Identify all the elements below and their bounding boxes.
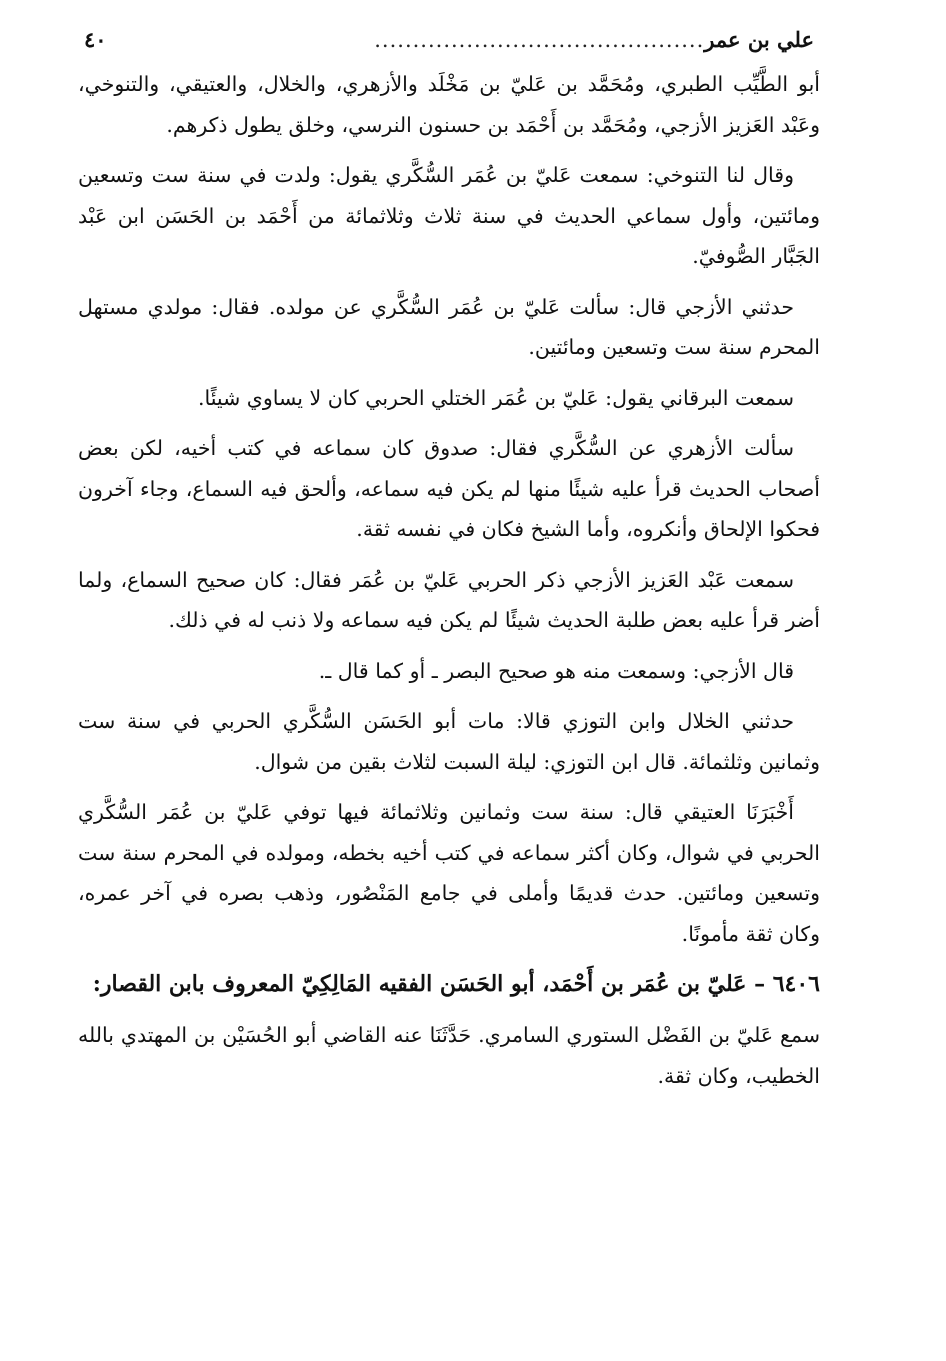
book-page: [78, 24, 820, 1106]
paragraph-narrators: أبو الطَّيِّب الطبري، ومُحَمَّد بن عَليّ بن مَخْلَد والأزهري، والخلال، والعتيقي، والتنوخي، وعَبْد العَزيز الأزجي، ومُحَمَّد بن أَحْمَد بن حسنون النرسي، وخلق يطول ذكرهم.: [78, 72, 820, 137]
page-number: ٤٠: [84, 27, 107, 52]
paragraph-birth-tanukhi: وقال لنا التنوخي: سمعت عَليّ بن عُمَر السُّكَّري يقول: ولدت في سنة ست وتسعين ومائتين، وأول سماعي الحديث في سنة ثلاث وثلاثمائة من أَحْمَد بن الحَسَن ابن عَبْد الجَبَّار الصُّوفيّ.: [78, 163, 820, 268]
header-leader-dots: ...........................................: [374, 28, 705, 52]
paragraph-death: حدثني الخلال وابن التوزي قالا: مات أبو الحَسَن السُّكَّري الحربي في سنة ست وثمانين وثلثمائة. قال ابن التوزي: ليلة السبت لثلاث بقين من شوال.: [78, 709, 820, 774]
running-header: [78, 24, 820, 64]
paragraph-birth-azaji: حدثني الأزجي قال: سألت عَليّ بن عُمَر السُّكَّري عن مولده. فقال: مولدي مستهل المحرم سنة ست وتسعين ومائتين.: [78, 294, 820, 359]
entry-heading: ٦٤٠٦ – عَليّ بن عُمَر بن أَحْمَد، أبو الحَسَن الفقيه المَالِكِيّ المعروف بابن القصار:: [92, 971, 820, 997]
paragraph-atiqi: أَخْبَرَنَا العتيقي قال: سنة ست وثمانين وثلاثمائة فيها توفي عَليّ بن عُمَر السُّكَّري الحربي في شوال، وكان أكثر سماعه في كتب أخيه بخطه، ومولده في المحرم سنة ست وتسعين ومائتين. حدث قديمًا وأملى في جامع المَنْصُور، وذهب بصره في آخر عمره، وكان ثقة مأمونًا.: [78, 800, 820, 946]
paragraph-barqani: سمعت البرقاني يقول: عَليّ بن عُمَر الختلي الحربي كان لا يساوي شيئًا.: [197, 385, 794, 410]
paragraph-azaji-hearing: سمعت عَبْد العَزيز الأزجي ذكر الحربي عَليّ بن عُمَر فقال: كان صحيح السماع، ولما أضر قرأ عليه بعض طلبة الحديث شيئًا لم يكن فيه سماعه ولا ذنب له في ذلك.: [78, 567, 820, 632]
entry-text: سمع عَليّ بن الفَضْل الستوري السامري. حَدَّثَنَا عنه القاضي أبو الحُسَيْن بن المهتدي بالله الخطيب، وكان ثقة.: [78, 1023, 820, 1088]
paragraph-azhari: سألت الأزهري عن السُّكَّري فقال: صدوق كان سماعه في كتب أخيه، لكن بعض أصحاب الحديث قرأ عليه شيئًا منها لم يكن فيه سماعه، وألحق فيه السماع، وجاء آخرون فحكوا الإلحاق وأنكروه، وأما الشيخ فكان في نفسه ثقة.: [78, 436, 820, 541]
running-header-title: علي بن عمر: [704, 27, 814, 52]
page-body: [78, 64, 820, 1096]
paragraph-azaji-sight: قال الأزجي: وسمعت منه هو صحيح البصر ـ أو كما قال ـ.: [318, 658, 794, 683]
